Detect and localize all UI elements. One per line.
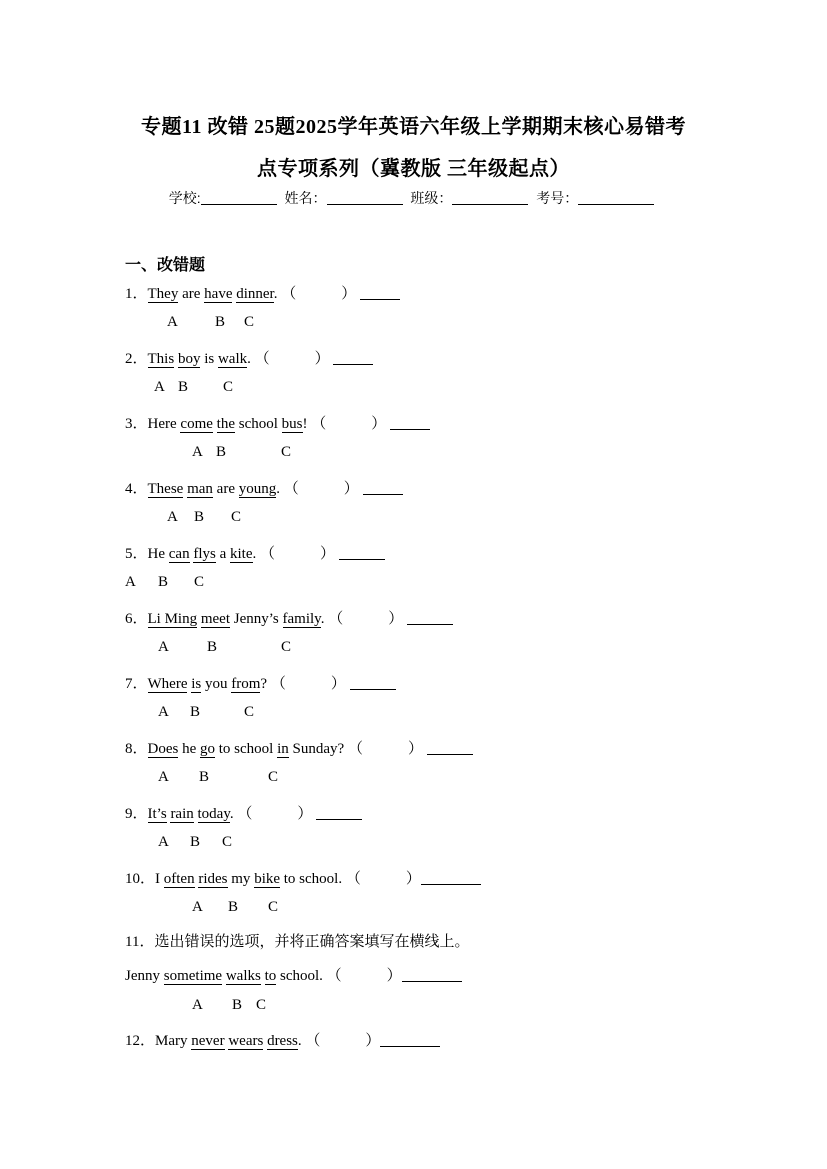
answer-parentheses[interactable]: （ ） — [283, 481, 359, 497]
option-c: C — [244, 704, 255, 720]
underlined-word: bike — [254, 871, 281, 887]
option-a: A — [192, 444, 203, 460]
sentence-text: I — [155, 871, 164, 887]
question-number: 11． — [125, 934, 155, 950]
sentence-text: my — [227, 871, 255, 887]
option-a: A — [192, 997, 203, 1013]
option-c: C — [194, 574, 205, 590]
question-12 — [125, 1029, 440, 1050]
name-blank[interactable] — [327, 190, 403, 205]
option-c: C — [268, 769, 279, 785]
option-a: A — [167, 314, 178, 330]
question-number: 10． — [125, 871, 156, 887]
option-c: C — [268, 899, 279, 915]
class-blank[interactable] — [452, 190, 528, 205]
option-b: B — [207, 639, 218, 655]
option-a: A — [158, 639, 169, 655]
answer-parentheses[interactable]: （ ） — [237, 806, 313, 822]
school-blank[interactable] — [201, 190, 277, 205]
question-8 — [125, 737, 473, 758]
sentence-text: . — [276, 481, 280, 497]
sentence-text: school — [234, 416, 282, 432]
question-number: 4． — [125, 481, 148, 497]
sentence-text: Jenny’s — [230, 611, 283, 627]
answer-parentheses[interactable]: （ ） — [326, 968, 402, 984]
number-blank[interactable] — [578, 190, 654, 205]
question-5 — [125, 542, 385, 563]
underlined-word: wears — [228, 1033, 264, 1049]
sentence-text: are — [212, 481, 239, 497]
sentence-text: he — [178, 741, 201, 757]
option-c: C — [231, 509, 242, 525]
underlined-word: young — [238, 481, 277, 497]
underlined-word: come — [180, 416, 213, 432]
underlined-word: man — [187, 481, 213, 497]
underlined-word: rain — [170, 806, 194, 822]
sentence-text: . — [252, 546, 257, 562]
option-b: B — [228, 899, 239, 915]
underlined-word: walks — [225, 968, 261, 984]
sentence-text: He — [147, 546, 169, 562]
underlined-word: dinner — [236, 286, 274, 302]
answer-blank[interactable] — [407, 610, 453, 625]
question-number: 9． — [125, 806, 148, 822]
underlined-word: is — [191, 676, 202, 692]
question-number: 7． — [125, 676, 148, 692]
school-label: 学校: — [168, 190, 201, 206]
answer-parentheses[interactable]: （ ） — [347, 741, 423, 757]
question-9 — [125, 802, 362, 823]
underlined-word: rides — [198, 871, 228, 887]
option-a: A — [192, 899, 203, 915]
sentence-text: Jenny — [125, 968, 164, 984]
underlined-word: bus — [281, 416, 303, 432]
option-c: C — [281, 444, 292, 460]
option-c: C — [223, 379, 234, 395]
question-number: 1． — [125, 286, 148, 302]
sentence-text: are — [178, 286, 205, 302]
class-label: 班级： — [410, 190, 453, 206]
option-b: B — [158, 574, 169, 590]
sentence-text: ? — [260, 676, 268, 692]
section-title: 一、改错题 — [125, 257, 206, 274]
underlined-word: Li Ming — [147, 611, 198, 627]
number-label: 考号： — [536, 190, 579, 206]
underlined-word: boy — [177, 351, 201, 367]
question-7 — [125, 672, 396, 693]
question-number: 5． — [125, 546, 148, 562]
answer-parentheses[interactable]: （ ） — [311, 416, 387, 432]
option-a: A — [125, 574, 136, 590]
title-line-2: 点专项系列（冀教版 三年级起点） — [257, 158, 570, 180]
sentence-text: . — [229, 806, 234, 822]
underlined-word: in — [277, 741, 289, 757]
option-b: B — [178, 379, 189, 395]
option-b: B — [232, 997, 243, 1013]
underlined-word: These — [147, 481, 184, 497]
underlined-word: kite — [230, 546, 253, 562]
sentence-text: . — [320, 611, 325, 627]
sentence-text: Here — [147, 416, 181, 432]
sentence-text: a — [215, 546, 231, 562]
option-b: B — [194, 509, 205, 525]
answer-blank[interactable] — [402, 967, 462, 982]
answer-blank[interactable] — [339, 545, 385, 560]
underlined-word: never — [191, 1033, 225, 1049]
option-c: C — [256, 997, 267, 1013]
question-number: 3． — [125, 416, 148, 432]
option-b: B — [215, 314, 226, 330]
option-c: C — [244, 314, 255, 330]
underlined-word: flys — [193, 546, 216, 562]
underlined-word: often — [163, 871, 195, 887]
option-b: B — [190, 704, 201, 720]
student-info-row — [0, 188, 827, 208]
option-a: A — [154, 379, 165, 395]
sentence-text: you — [201, 676, 232, 692]
option-a: A — [167, 509, 178, 525]
answer-blank[interactable] — [333, 350, 373, 365]
underlined-word: to — [264, 968, 277, 984]
answer-parentheses[interactable]: （ ） — [305, 1033, 381, 1049]
answer-parentheses[interactable]: （ ） — [345, 871, 421, 887]
answer-blank[interactable] — [427, 740, 473, 755]
question-11-sentence — [125, 964, 462, 985]
answer-parentheses[interactable]: （ ） — [254, 351, 330, 367]
question-number: 6． — [125, 611, 148, 627]
sentence-text: is — [200, 351, 218, 367]
title-line-1: 专题11 改错 25题2025学年英语六年级上学期期末核心易错考 — [141, 116, 686, 138]
sentence-text: . — [247, 351, 251, 367]
option-c: C — [222, 834, 233, 850]
question-11 — [125, 930, 469, 951]
option-c: C — [281, 639, 292, 655]
sentence-text: . — [273, 286, 278, 302]
sentence-text: ! — [302, 416, 308, 432]
question-number: 2． — [125, 351, 148, 367]
question-instruction: 选出错误的选项，并将正确答案填写在横线上。 — [154, 934, 470, 950]
underlined-word: go — [200, 741, 216, 757]
answer-parentheses[interactable]: （ ） — [270, 676, 346, 692]
answer-parentheses[interactable]: （ ） — [260, 546, 336, 562]
underlined-word: dress — [267, 1033, 298, 1049]
question-3 — [125, 412, 430, 433]
sentence-text: to school — [215, 741, 278, 757]
underlined-word: from — [231, 676, 261, 692]
question-1 — [125, 282, 400, 303]
option-a: A — [158, 769, 169, 785]
question-number: 8． — [125, 741, 148, 757]
answer-blank[interactable] — [360, 285, 400, 300]
sentence-text: to school. — [280, 871, 343, 887]
question-2 — [125, 347, 373, 368]
question-4 — [125, 477, 403, 498]
underlined-word: This — [147, 351, 175, 367]
sentence-text — [194, 806, 198, 822]
underlined-word: the — [216, 416, 235, 432]
answer-parentheses[interactable]: （ ） — [328, 611, 404, 627]
answer-blank[interactable] — [363, 480, 403, 495]
underlined-word: today — [197, 806, 230, 822]
question-6 — [125, 607, 453, 628]
answer-blank[interactable] — [421, 870, 481, 885]
answer-blank[interactable] — [380, 1032, 440, 1047]
underlined-word: family — [282, 611, 321, 627]
option-a: A — [158, 704, 169, 720]
sentence-text: . — [297, 1033, 302, 1049]
underlined-word: meet — [200, 611, 231, 627]
underlined-word: They — [147, 286, 179, 302]
answer-blank[interactable] — [350, 675, 396, 690]
option-a: A — [158, 834, 169, 850]
option-b: B — [190, 834, 201, 850]
underlined-word: sometime — [163, 968, 223, 984]
underlined-word: Where — [147, 676, 188, 692]
name-label: 姓名： — [284, 190, 327, 206]
question-10 — [125, 867, 481, 888]
underlined-word: It’s — [147, 806, 167, 822]
underlined-word: have — [204, 286, 233, 302]
answer-blank[interactable] — [316, 805, 362, 820]
question-number: 12． — [125, 1033, 156, 1049]
sentence-text: Sunday? — [288, 741, 345, 757]
answer-blank[interactable] — [390, 415, 430, 430]
sentence-text: school. — [276, 968, 323, 984]
sentence-text: Mary — [155, 1033, 192, 1049]
answer-parentheses[interactable]: （ ） — [281, 286, 357, 302]
option-b: B — [199, 769, 210, 785]
underlined-word: walk — [217, 351, 248, 367]
underlined-word: Does — [147, 741, 179, 757]
option-b: B — [216, 444, 227, 460]
underlined-word: can — [168, 546, 190, 562]
